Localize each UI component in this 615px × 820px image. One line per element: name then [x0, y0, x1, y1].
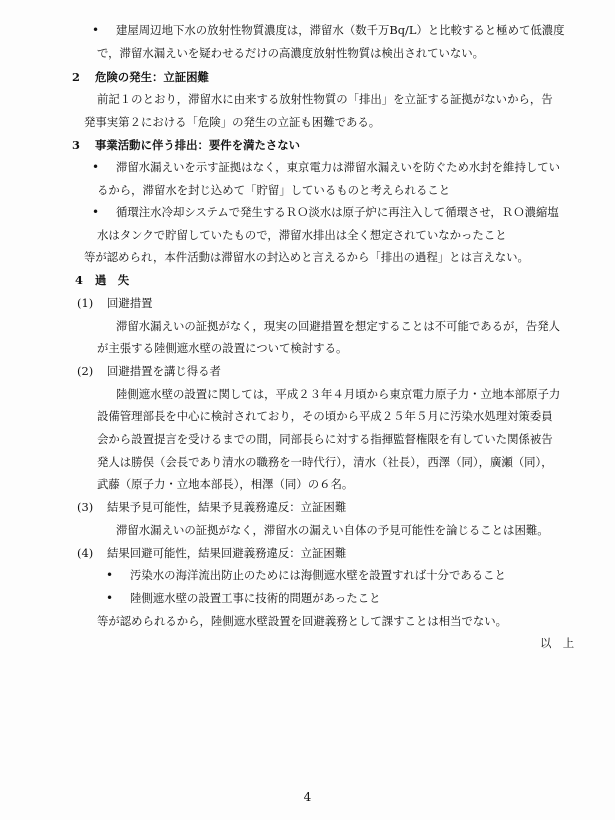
paragraph-text: 等が認められるから，陸側遮水壁設置を回避義務として課すことは相当でない。	[97, 614, 508, 628]
subsection-heading: 結果回避可能性，結果回避義務違反：立証困難	[107, 546, 347, 560]
paragraph-text: 前記１のとおり，滞留水に由来する放射性物質の「排出」を立証する証拠がないから，告	[97, 92, 553, 106]
page-number: 4	[303, 790, 312, 804]
bullet-text: 滞留水漏えいを示す証拠はなく，東京電力は滞留水漏えいを防ぐため水封を維持してい	[116, 160, 561, 174]
bullet-text: 汚染水の海洋流出防止のためには海側遮水壁を設置すれば十分であること	[130, 568, 506, 582]
bullet-text: るから，滞留水を封じ込めて「貯留」しているものと考えられること	[97, 183, 451, 197]
bullet: •	[106, 591, 114, 605]
paragraph-text: 滞留水漏えいの証拠がなく，滞留水の漏えい自体の予見可能性を論じることは困難。	[116, 523, 549, 537]
section-heading: 危険の発生：立証困難	[95, 70, 209, 84]
section-number: 4	[75, 273, 83, 287]
bullet-text: 水はタンクで貯留していたもので，滞留水排出は全く想定されていなかったこと	[97, 228, 507, 242]
section-heading: 事業活動に伴う排出：要件を満たさない	[95, 138, 301, 152]
bullet-text: 循環注水冷却システムで発生するＲＯ淡水は原子炉に再注入して循環させ，ＲＯ濃縮塩	[116, 205, 559, 219]
paragraph-text: 発事実第２における「危険」の発生の立証も困難である。	[84, 115, 381, 129]
bullet: •	[92, 205, 100, 219]
subsection-heading: 回避措置	[107, 296, 153, 310]
section-heading: 過 失	[95, 273, 130, 287]
bullet: •	[106, 568, 114, 582]
subsection-heading: 結果予見可能性，結果予見義務違反：立証困難	[107, 500, 347, 514]
bullet: •	[92, 23, 100, 37]
subsection-number: (1)	[77, 296, 94, 310]
bullet-text: で，滞留水漏えいを疑わせるだけの高濃度放射性物質は検出されていない。	[97, 46, 485, 60]
subsection-number: (2)	[77, 364, 94, 378]
paragraph-text: が主張する陸側遮水壁の設置について検討する。	[97, 341, 348, 355]
paragraph-text: 等が認められ，本件活動は滞留水の封込めと言えるから「排出の過程」とは言えない。	[84, 250, 529, 264]
subsection-heading: 回避措置を講じ得る者	[107, 364, 221, 378]
subsection-number: (4)	[77, 546, 94, 560]
paragraph-text: 設備管理部長を中心に検討されており，その頃から平成２５年５月に汚染水処理対策委員	[97, 409, 553, 423]
subsection-number: (3)	[77, 500, 94, 514]
paragraph-text: 滞留水漏えいの証拠がなく，現実の回避措置を想定することは不可能であるが，告発人	[116, 319, 561, 333]
section-number: 3	[72, 138, 80, 152]
paragraph-text: 発人は勝俣（会長であり清水の職務を一時代行），清水（社長），西澤（同），廣瀬（同），	[97, 455, 553, 469]
paragraph-text: 武藤（原子力・立地本部長），相澤（同）の６名。	[97, 477, 354, 491]
bullet: •	[92, 160, 100, 174]
paragraph-text: 会から設置提言を受けるまでの間，同部長らに対する指揮監督権限を有していた関係被告	[97, 432, 553, 446]
section-number: 2	[72, 70, 80, 84]
closing-mark: 以 上	[540, 636, 575, 650]
paragraph-text: 陸側遮水壁の設置に関しては，平成２３年４月頃から東京電力原子力・立地本部原子力	[116, 387, 561, 401]
bullet-text: 建屋周辺地下水の放射性物質濃度は，滞留水（数千万Bq/L）と比較すると極めて低濃度	[116, 23, 565, 37]
bullet-text: 陸側遮水壁の設置工事に技術的問題があったこと	[130, 591, 381, 605]
